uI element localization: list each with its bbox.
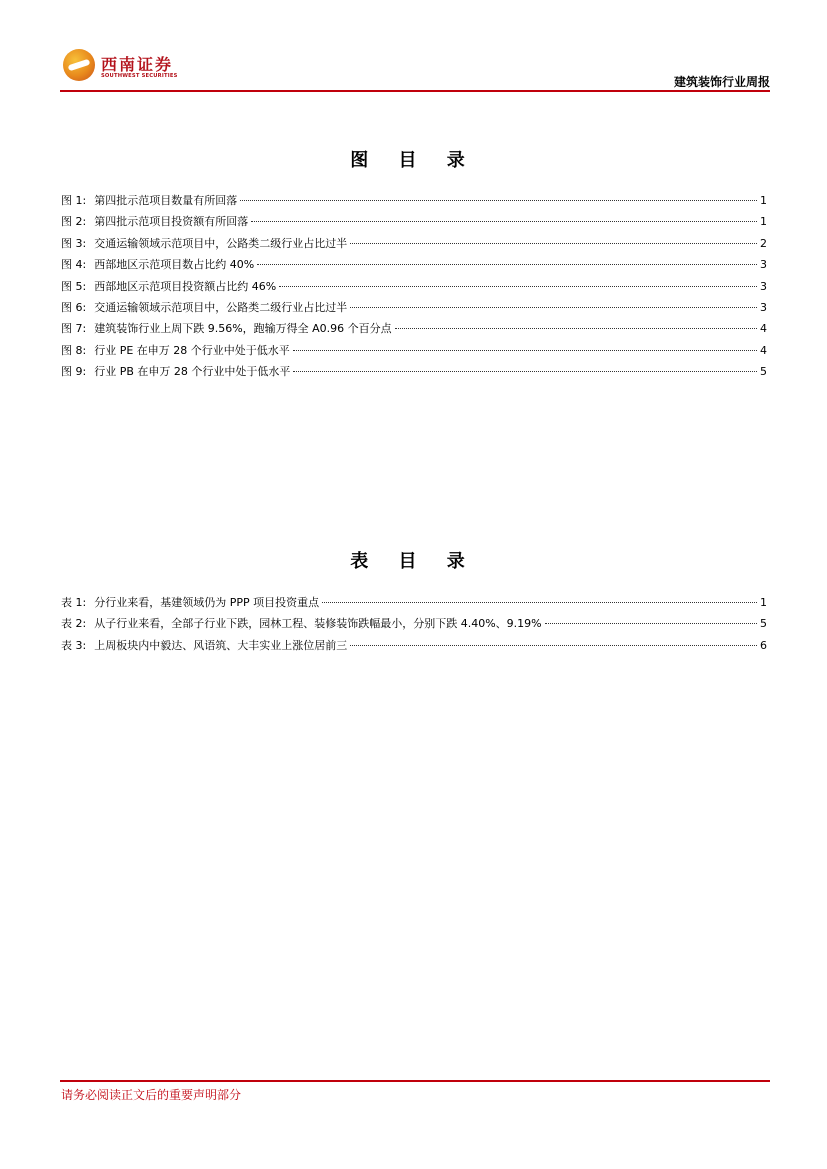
- toc-dot-leader: [240, 199, 757, 201]
- toc-dot-leader: [251, 220, 757, 222]
- figure-toc-entry[interactable]: [61, 233, 767, 254]
- toc-entry-number: 表 1:: [61, 596, 87, 609]
- figure-toc-entry[interactable]: [61, 276, 767, 297]
- logo-english-name: SOUTHWEST SECURITIES: [101, 73, 178, 79]
- toc-dot-leader: [322, 601, 757, 603]
- table-toc-entry[interactable]: [61, 635, 767, 656]
- toc-entry-number: 图 2:: [61, 215, 87, 229]
- toc-page-number: 4: [760, 343, 767, 357]
- toc-page-number: 1: [760, 215, 767, 229]
- toc-dot-leader: [257, 263, 757, 265]
- toc-entry-title: 行业 PB 在申万 28 个行业中处于低水平: [94, 365, 291, 379]
- logo-chinese-name: 西南证券: [101, 55, 174, 74]
- toc-entry-title: 交通运输领域示范项目中，公路类二级行业占比过半: [94, 236, 348, 250]
- toc-entry-title: 上周板块内中毅达、风语筑、大丰实业上涨位居前三: [94, 638, 348, 652]
- toc-page-number: 4: [760, 322, 767, 336]
- footer-divider: [60, 1080, 770, 1082]
- toc-entry-title: 分行业来看，基建领域仍为 PPP 项目投资重点: [94, 596, 320, 609]
- report-title: 建筑装饰行业周报: [673, 75, 770, 89]
- figure-toc-entry[interactable]: [61, 318, 767, 339]
- toc-entry-number: 图 3:: [61, 236, 87, 250]
- header-divider: [60, 90, 770, 92]
- figure-toc-entry[interactable]: [61, 297, 767, 318]
- toc-entry-number: 图 9:: [61, 365, 87, 379]
- figure-toc-list: [61, 190, 767, 383]
- toc-page-number: 5: [760, 617, 767, 631]
- table-toc-entry[interactable]: [61, 592, 767, 613]
- toc-dot-leader: [545, 622, 757, 624]
- toc-entry-number: 图 1:: [61, 194, 87, 207]
- toc-entry-title: 西部地区示范项目投资额占比约 46%: [94, 279, 277, 293]
- toc-page-number: 5: [760, 365, 767, 379]
- toc-entry-title: 西部地区示范项目数占比约 40%: [94, 258, 255, 272]
- footer-disclaimer: 请务必阅读正文后的重要声明部分: [61, 1088, 242, 1102]
- table-toc-list: [61, 592, 767, 656]
- company-logo: [63, 49, 193, 85]
- toc-entry-number: 图 7:: [61, 322, 87, 336]
- toc-entry-title: 行业 PE 在申万 28 个行业中处于低水平: [94, 343, 290, 357]
- toc-dot-leader: [293, 349, 757, 351]
- toc-page-number: 6: [760, 638, 767, 652]
- toc-entry-title: 第四批示范项目投资额有所回落: [94, 215, 249, 229]
- logo-emblem-icon: [63, 49, 95, 81]
- page-header: [60, 46, 770, 92]
- toc-dot-leader: [293, 370, 757, 372]
- toc-entry-title: 建筑装饰行业上周下跌 9.56%，跑输万得全 A0.96 个百分点: [94, 322, 392, 336]
- table-toc-title: 表 目 录: [350, 551, 477, 572]
- figure-toc-entry[interactable]: [61, 254, 767, 275]
- toc-entry-number: 表 2:: [61, 617, 87, 631]
- toc-page-number: 3: [760, 279, 767, 293]
- figure-toc-entry[interactable]: [61, 190, 767, 211]
- toc-entry-number: 表 3:: [61, 638, 87, 652]
- figure-toc-entry[interactable]: [61, 340, 767, 361]
- toc-page-number: 3: [760, 258, 767, 272]
- toc-entry-number: 图 4:: [61, 258, 87, 272]
- table-toc-entry[interactable]: [61, 613, 767, 634]
- toc-entry-number: 图 5:: [61, 279, 87, 293]
- toc-entry-title: 第四批示范项目数量有所回落: [94, 194, 238, 207]
- toc-page-number: 3: [760, 300, 767, 314]
- toc-entry-title: 从子行业来看，全部子行业下跌，园林工程、装修装饰跌幅最小，分别下跌 4.40%、9.19%: [94, 617, 542, 631]
- toc-dot-leader: [395, 327, 757, 329]
- figure-toc-entry[interactable]: [61, 361, 767, 382]
- toc-dot-leader: [279, 285, 757, 287]
- figure-toc-entry[interactable]: [61, 211, 767, 232]
- toc-dot-leader: [350, 242, 757, 244]
- toc-page-number: 1: [760, 596, 767, 609]
- toc-dot-leader: [350, 306, 757, 308]
- toc-dot-leader: [350, 644, 757, 646]
- figure-toc-title: 图 目 录: [350, 150, 477, 171]
- toc-entry-number: 图 8:: [61, 343, 87, 357]
- toc-page-number: 1: [760, 194, 767, 207]
- toc-entry-number: 图 6:: [61, 300, 87, 314]
- toc-entry-title: 交通运输领域示范项目中，公路类二级行业占比过半: [94, 300, 348, 314]
- toc-page-number: 2: [760, 236, 767, 250]
